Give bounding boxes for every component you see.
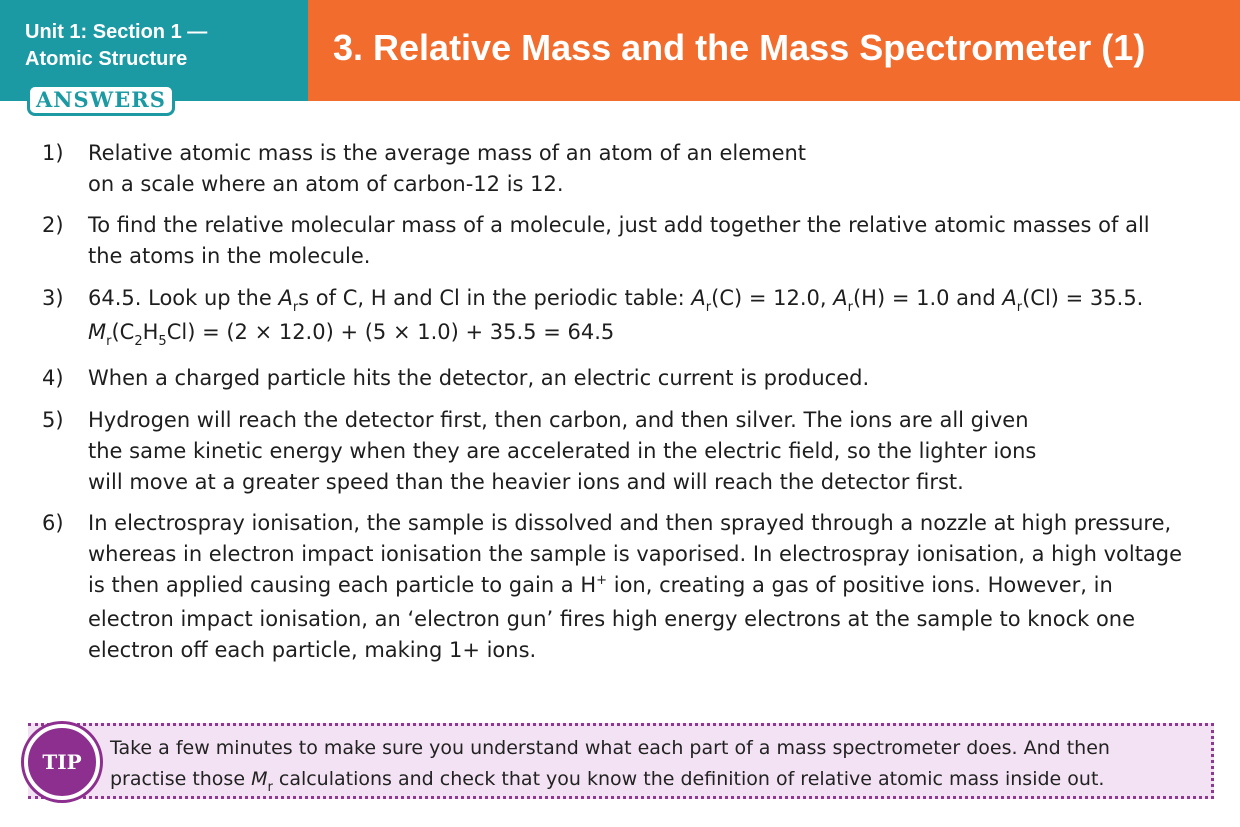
answer-line: Relative atomic mass is the average mass of an atom of an element — [88, 141, 807, 165]
answers-badge: ANSWERS — [27, 84, 175, 116]
text-run: (Cl) = 35.5. — [1022, 286, 1144, 310]
page-title: 3. Relative Mass and the Mass Spectrometer (1) — [333, 27, 1146, 68]
answer-text — [88, 138, 806, 200]
answer-line — [88, 283, 1143, 317]
tip-line — [110, 764, 1110, 797]
answer-line: To find the relative molecular mass of a molecule, just add together the relative atomic masses of all — [88, 213, 1150, 237]
answer-line: In electrospray ionisation, the sample is dissolved and then sprayed through a nozzle at high pressure, — [88, 511, 1172, 535]
answer-number: 1) — [42, 141, 64, 165]
answer-text — [88, 210, 1150, 272]
tip-line: Take a few minutes to make sure you understand what each part of a mass spectrometer does. And then — [110, 737, 1110, 759]
subscript: r — [292, 300, 299, 315]
answer-text — [88, 363, 869, 394]
text-run: (C) = 12.0, — [711, 286, 834, 310]
answer-line: the same kinetic energy when they are accelerated in the electric field, so the lighter ions — [88, 439, 1037, 463]
answer-line — [88, 317, 1143, 351]
answer-line: will move at a greater speed than the heavier ions and will reach the detector first. — [88, 470, 964, 494]
answer-line: electron off each particle, making 1+ ions. — [88, 638, 537, 662]
subscript: 2 — [134, 334, 143, 349]
text-run: calculations and check that you know the definition of relative atomic mass inside out. — [272, 768, 1105, 790]
answer-number: 3) — [42, 286, 64, 310]
answer-line: When a charged particle hits the detector, an electric current is produced. — [88, 366, 870, 390]
text-run: H — [142, 320, 159, 344]
title-banner — [308, 0, 1240, 101]
answer-number: 6) — [42, 511, 64, 535]
unit-label: Unit 1: Section 1 — — [25, 21, 208, 43]
answer-text — [88, 283, 1143, 351]
answer-line: electron impact ionisation, an ‘electron gun’ fires high energy electrons at the sample to knock one — [88, 607, 1136, 631]
answer-line — [88, 570, 1182, 604]
answer-text — [88, 405, 1036, 498]
subscript: r — [106, 334, 112, 349]
subscript: r — [705, 300, 712, 315]
symbol-A: A — [278, 286, 293, 310]
symbol-M: M — [88, 320, 107, 344]
text-run: is then applied causing each particle to gain a H — [88, 573, 597, 597]
superscript: + — [596, 573, 608, 588]
text-run: (H) = 1.0 and — [852, 286, 1003, 310]
section-label: Atomic Structure — [25, 48, 188, 70]
subscript: 5 — [158, 334, 167, 349]
answer-number: 2) — [42, 213, 64, 237]
answer-line: whereas in electron impact ionisation the sample is vaporised. In electrospray ionisation, a high voltage — [88, 542, 1183, 566]
answer-line: the atoms in the molecule. — [88, 244, 371, 268]
answer-number: 5) — [42, 408, 64, 432]
text-run: (C — [111, 320, 135, 344]
answer-number: 4) — [42, 366, 64, 390]
symbol-A: A — [833, 286, 848, 310]
subscript: r — [847, 300, 853, 315]
answer-text — [88, 508, 1182, 666]
text-run: ion, creating a gas of positive ions. However, in — [607, 573, 1113, 597]
subscript: r — [267, 780, 273, 795]
text-run: Cl) = (2 × 12.0) + (5 × 1.0) + 35.5 = 64.5 — [166, 320, 615, 344]
text-run: s of C, H and Cl in the periodic table: — [298, 286, 692, 310]
tip-badge: TIP — [24, 724, 100, 800]
answer-line: on a scale where an atom of carbon-12 is 12. — [88, 172, 564, 196]
answer-line: Hydrogen will reach the detector first, then carbon, and then silver. The ions are all given — [88, 408, 1029, 432]
symbol-A: A — [1002, 286, 1017, 310]
symbol-M: M — [251, 768, 268, 790]
text-run: practise those — [110, 768, 252, 790]
tip-text — [110, 733, 1110, 797]
subscript: r — [1016, 300, 1023, 315]
text-run: 64.5. Look up the — [88, 286, 279, 310]
symbol-A: A — [691, 286, 706, 310]
